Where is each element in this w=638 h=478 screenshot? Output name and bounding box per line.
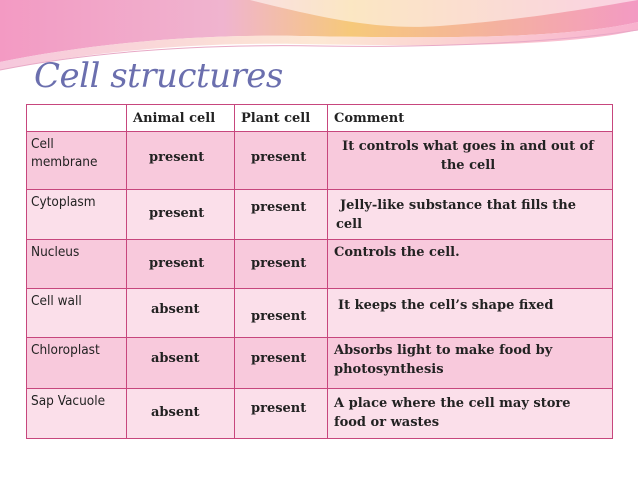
table-row [27,289,613,338]
comment-text: A place where the cell may store food or wastes [334,396,571,430]
animal-value: present [149,256,205,271]
animal-value: present [149,150,205,165]
table-row [27,240,613,289]
plant-value: present [251,401,307,416]
comment-text: Controls the cell. [334,245,460,260]
plant-value: present [251,200,307,215]
header-animal-cell: Animal cell [127,105,235,132]
comment-text: It controls what goes in and out of the cell [342,139,594,173]
header-comment: Comment [328,105,613,132]
row-label: Nucleus [31,244,80,260]
plant-value: present [251,309,307,324]
animal-value: present [149,206,205,221]
plant-value: present [251,351,307,366]
animal-value: absent [151,302,200,317]
plant-value: present [251,256,307,271]
animal-value: absent [151,351,200,366]
table-row [27,389,613,439]
table-row [27,132,613,190]
table-header-row [27,105,613,132]
comment-text: It keeps the cell’s shape fixed [338,298,554,313]
cell-structures-table [26,104,613,439]
row-label: Sap Vacuole [31,393,106,409]
row-label: Cell membrane [31,136,98,170]
header-plant-cell: Plant cell [235,105,328,132]
comment-text: Absorbs light to make food by photosynthesis [334,343,553,377]
animal-value: absent [151,405,200,420]
slide-title: Cell structures [34,56,283,96]
row-label: Cell wall [31,293,82,309]
header-blank [27,105,127,132]
plant-value: present [251,150,307,165]
row-label: Cytoplasm [31,194,96,210]
table-row [27,338,613,389]
row-label: Chloroplast [31,342,100,358]
comment-text: Jelly-like substance that fills the cell [336,198,577,232]
table-row [27,190,613,240]
